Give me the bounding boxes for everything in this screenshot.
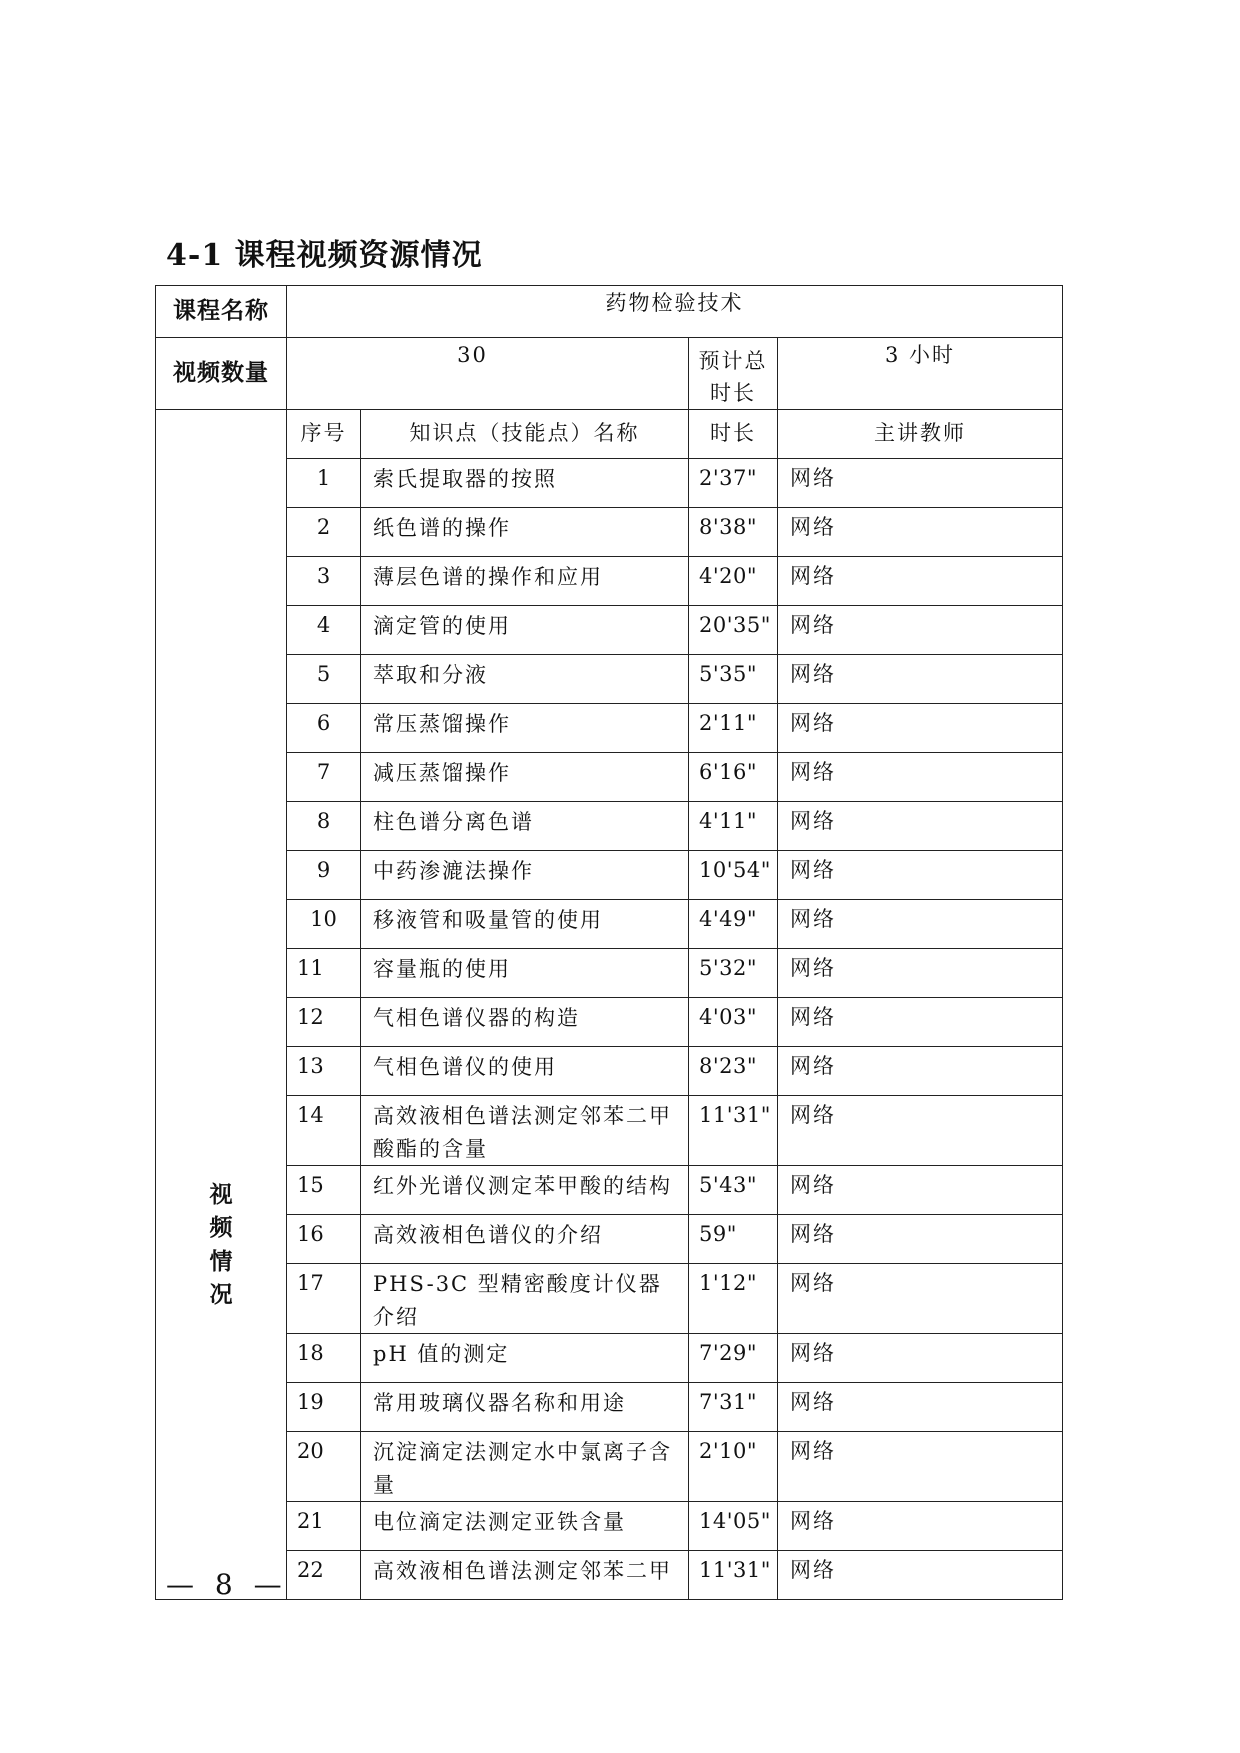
video-duration: 10'54" — [689, 851, 778, 900]
video-count-label: 视频数量 — [156, 338, 287, 410]
lecturer: 网络 — [778, 1096, 1063, 1166]
row-number: 2 — [287, 508, 361, 557]
section-title: 4-1 课程视频资源情况 — [166, 238, 483, 273]
row-number: 6 — [287, 704, 361, 753]
row-number: 1 — [287, 459, 361, 508]
row-number: 11 — [287, 949, 361, 998]
lecturer: 网络 — [778, 753, 1063, 802]
video-count-value: 30 — [287, 338, 689, 410]
row-number: 3 — [287, 557, 361, 606]
page-number: — 8 — — [166, 1568, 288, 1601]
lecturer: 网络 — [778, 1166, 1063, 1215]
topic-name: 气相色谱仪器的构造 — [361, 998, 689, 1047]
lecturer: 网络 — [778, 1264, 1063, 1334]
lecturer: 网络 — [778, 1432, 1063, 1502]
row-number: 16 — [287, 1215, 361, 1264]
table-row — [156, 900, 1063, 949]
row-number: 9 — [287, 851, 361, 900]
lecturer: 网络 — [778, 802, 1063, 851]
video-duration: 5'35" — [689, 655, 778, 704]
table-row — [156, 508, 1063, 557]
lecturer: 网络 — [778, 1334, 1063, 1383]
video-duration: 4'03" — [689, 998, 778, 1047]
lecturer: 网络 — [778, 508, 1063, 557]
table-row — [156, 851, 1063, 900]
row-number: 10 — [287, 900, 361, 949]
row-number: 4 — [287, 606, 361, 655]
topic-name: 柱色谱分离色谱 — [361, 802, 689, 851]
table-row — [156, 606, 1063, 655]
topic-name: 移液管和吸量管的使用 — [361, 900, 689, 949]
video-duration: 2'37" — [689, 459, 778, 508]
table-row — [156, 753, 1063, 802]
course-name-row — [156, 286, 1063, 338]
row-number: 22 — [287, 1551, 361, 1600]
table-row — [156, 1047, 1063, 1096]
video-duration: 2'10" — [689, 1432, 778, 1502]
video-duration: 8'23" — [689, 1047, 778, 1096]
lecturer: 网络 — [778, 1551, 1063, 1600]
topic-name: 高效液相色谱仪的介绍 — [361, 1215, 689, 1264]
row-number: 19 — [287, 1383, 361, 1432]
row-number: 20 — [287, 1432, 361, 1502]
col-header-duration: 时长 — [689, 410, 778, 459]
video-duration: 5'43" — [689, 1166, 778, 1215]
video-duration: 14'05" — [689, 1502, 778, 1551]
topic-name: 薄层色谱的操作和应用 — [361, 557, 689, 606]
topic-name: 气相色谱仪的使用 — [361, 1047, 689, 1096]
topic-name: 萃取和分液 — [361, 655, 689, 704]
row-number: 13 — [287, 1047, 361, 1096]
table-row — [156, 1264, 1063, 1334]
lecturer: 网络 — [778, 998, 1063, 1047]
topic-name: PHS-3C 型精密酸度计仪器介绍 — [361, 1264, 689, 1334]
lecturer: 网络 — [778, 655, 1063, 704]
lecturer: 网络 — [778, 1215, 1063, 1264]
table-row — [156, 1096, 1063, 1166]
topic-name: 高效液相色谱法测定邻苯二甲 — [361, 1551, 689, 1600]
table-row — [156, 1166, 1063, 1215]
table-row — [156, 1432, 1063, 1502]
lecturer: 网络 — [778, 704, 1063, 753]
column-header-row — [156, 410, 1063, 459]
col-header-no: 序号 — [287, 410, 361, 459]
topic-name: 沉淀滴定法测定水中氯离子含量 — [361, 1432, 689, 1502]
row-number: 7 — [287, 753, 361, 802]
row-number: 18 — [287, 1334, 361, 1383]
topic-name: 常用玻璃仪器名称和用途 — [361, 1383, 689, 1432]
course-name-label: 课程名称 — [156, 286, 287, 338]
table-row — [156, 1215, 1063, 1264]
row-number: 15 — [287, 1166, 361, 1215]
course-name-value: 药物检验技术 — [287, 286, 1063, 338]
col-header-teacher: 主讲教师 — [778, 410, 1063, 459]
lecturer: 网络 — [778, 557, 1063, 606]
table-row — [156, 1551, 1063, 1600]
table-row — [156, 655, 1063, 704]
lecturer: 网络 — [778, 606, 1063, 655]
row-number: 5 — [287, 655, 361, 704]
video-duration: 8'38" — [689, 508, 778, 557]
topic-name: 中药渗漉法操作 — [361, 851, 689, 900]
topic-name: 容量瓶的使用 — [361, 949, 689, 998]
table-row — [156, 1334, 1063, 1383]
video-duration: 4'49" — [689, 900, 778, 949]
row-number: 12 — [287, 998, 361, 1047]
table-row — [156, 1383, 1063, 1432]
row-number: 21 — [287, 1502, 361, 1551]
table-row — [156, 1502, 1063, 1551]
table-row — [156, 949, 1063, 998]
topic-name: pH 值的测定 — [361, 1334, 689, 1383]
table-row — [156, 704, 1063, 753]
video-duration: 1'12" — [689, 1264, 778, 1334]
topic-name: 电位滴定法测定亚铁含量 — [361, 1502, 689, 1551]
lecturer: 网络 — [778, 949, 1063, 998]
lecturer: 网络 — [778, 1502, 1063, 1551]
lecturer: 网络 — [778, 1047, 1063, 1096]
video-resource-table — [155, 285, 1063, 1600]
table-row — [156, 459, 1063, 508]
video-count-row — [156, 338, 1063, 410]
topic-name: 常压蒸馏操作 — [361, 704, 689, 753]
lecturer: 网络 — [778, 851, 1063, 900]
col-header-name: 知识点（技能点）名称 — [361, 410, 689, 459]
video-duration: 4'20" — [689, 557, 778, 606]
lecturer: 网络 — [778, 1383, 1063, 1432]
topic-name: 滴定管的使用 — [361, 606, 689, 655]
video-duration: 4'11" — [689, 802, 778, 851]
table-row — [156, 557, 1063, 606]
video-duration: 11'31" — [689, 1096, 778, 1166]
video-duration: 7'29" — [689, 1334, 778, 1383]
topic-name: 高效液相色谱法测定邻苯二甲酸酯的含量 — [361, 1096, 689, 1166]
topic-name: 减压蒸馏操作 — [361, 753, 689, 802]
table-row — [156, 998, 1063, 1047]
row-number: 17 — [287, 1264, 361, 1334]
row-number: 14 — [287, 1096, 361, 1166]
video-duration: 5'32" — [689, 949, 778, 998]
video-duration: 59" — [689, 1215, 778, 1264]
table-row — [156, 802, 1063, 851]
lecturer: 网络 — [778, 459, 1063, 508]
topic-name: 索氏提取器的按照 — [361, 459, 689, 508]
video-duration: 11'31" — [689, 1551, 778, 1600]
video-situation-label: 视频情况 — [156, 410, 287, 1600]
total-duration-value: 3 小时 — [778, 338, 1063, 410]
total-duration-label: 预计总时长 — [689, 338, 778, 410]
video-duration: 20'35" — [689, 606, 778, 655]
topic-name: 红外光谱仪测定苯甲酸的结构 — [361, 1166, 689, 1215]
video-duration: 2'11" — [689, 704, 778, 753]
video-duration: 7'31" — [689, 1383, 778, 1432]
topic-name: 纸色谱的操作 — [361, 508, 689, 557]
row-number: 8 — [287, 802, 361, 851]
lecturer: 网络 — [778, 900, 1063, 949]
video-duration: 6'16" — [689, 753, 778, 802]
